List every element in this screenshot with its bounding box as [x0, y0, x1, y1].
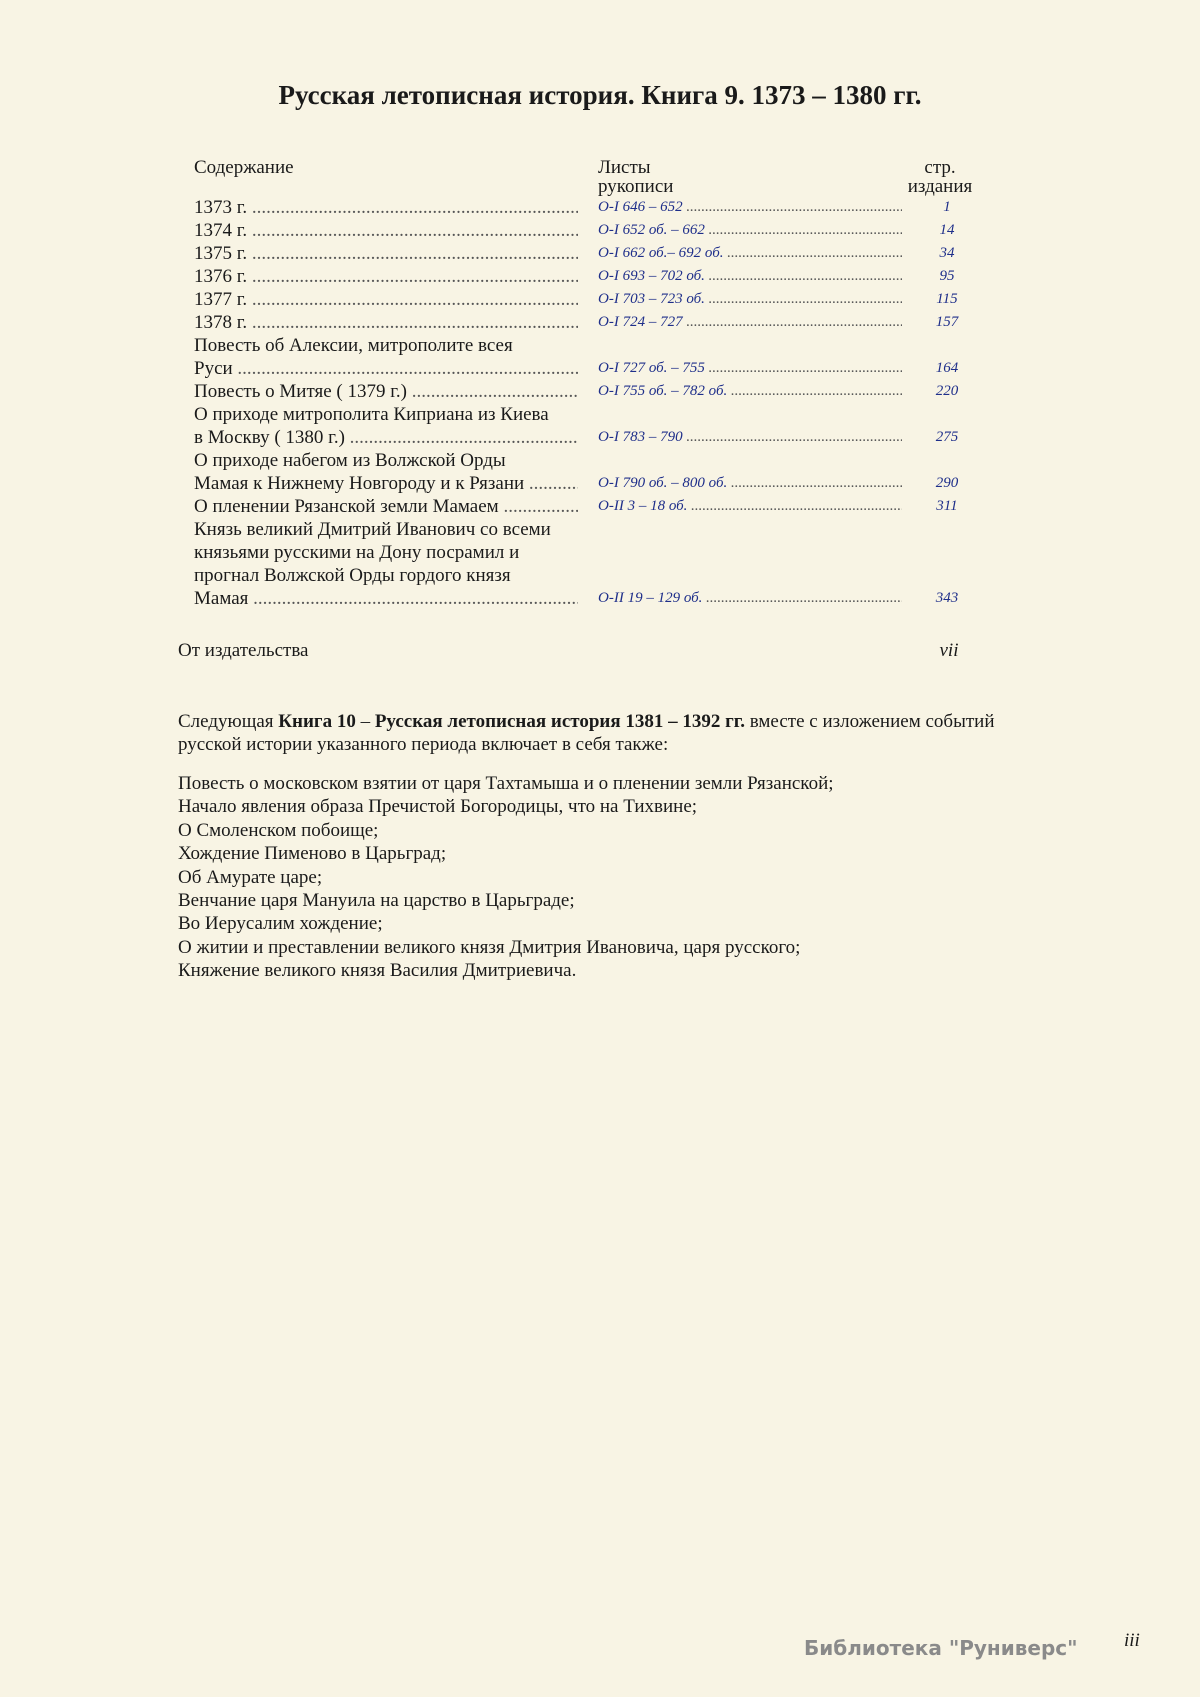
toc-row [194, 288, 984, 311]
header-sheets-line: рукописи [598, 176, 674, 197]
toc-title [194, 242, 578, 265]
works-list-item: Начало явления образа Пречистой Богородицы, что на Тихвине; [178, 796, 698, 818]
toc-sheets: О-I 652 об. – 662 ..... [598, 219, 902, 242]
toc-title-line: князьями русскими на Дону посрамил и [194, 542, 520, 563]
header-sheets [598, 158, 673, 196]
toc-page: 14 [939, 222, 955, 238]
toc-sheets: О-I 646 – 652 ..... [598, 196, 902, 219]
toc-title [194, 288, 578, 311]
works-list-item: Хождение Пименово в Царьград; [178, 843, 447, 865]
toc-sheets: О-I 693 – 702 об. ..... [598, 265, 902, 288]
toc-row [194, 242, 984, 265]
toc-page: 275 [935, 429, 959, 445]
toc-page: 343 [935, 590, 959, 606]
works-list [178, 772, 998, 983]
toc-title-line: О пленении Рязанской земли Мамаем ..... [194, 495, 578, 518]
toc-page: 1 [943, 199, 951, 215]
toc-title [194, 265, 578, 288]
works-list-item: Об Амурате царе; [178, 866, 323, 888]
toc-title-line: прогнал Волжской Орды гордого князя [194, 565, 511, 586]
toc-title-line: 1373 г. ..... [194, 196, 578, 219]
toc-row [194, 403, 984, 449]
header-page-line: стр. [924, 157, 956, 178]
toc-row [194, 495, 984, 518]
toc-title-line: 1378 г. ..... [194, 311, 578, 334]
toc-sheets: О-I 724 – 727 ..... [598, 311, 902, 334]
works-list-item: О житии и преставлении великого князя Дмитрия Ивановича, царя русского; [178, 936, 801, 958]
toc-sheets: О-II 19 – 129 об. ..... [598, 587, 902, 610]
toc-title-line: 1374 г. ..... [194, 219, 578, 242]
toc-title-line: в Москву ( 1380 г.) ..... [194, 426, 578, 449]
toc-row [194, 265, 984, 288]
toc-sheets: О-I 662 об.– 692 об. ..... [598, 242, 902, 265]
page-number: iii [1124, 1630, 1140, 1651]
toc-sheets: О-I 790 об. – 800 об. ..... [598, 472, 902, 495]
header-sheets-line: Листы [598, 157, 651, 178]
toc-row [194, 196, 984, 219]
toc-page: 220 [935, 383, 959, 399]
next-book-prefix: Следующая [178, 711, 279, 732]
next-book-number: Книга 10 [278, 711, 356, 732]
toc-row [194, 219, 984, 242]
toc-sheets: О-I 703 – 723 об. ..... [598, 288, 902, 311]
toc-sheets: О-II 3 – 18 об. ..... [598, 495, 902, 518]
page-title: Русская летописная история. Книга 9. 1373 – 1380 гг. [278, 80, 922, 110]
next-book-suffix: вместе с изложением событий русской истории указанного периода включает в себя также: [178, 711, 995, 755]
toc-title [194, 311, 578, 334]
toc-title [194, 495, 578, 518]
toc-title-line: 1377 г. ..... [194, 288, 578, 311]
toc-sheets: О-I 755 об. – 782 об. ..... [598, 380, 902, 403]
works-list-item: Венчание царя Мануила на царство в Царьграде; [178, 890, 575, 912]
toc-title-line: 1375 г. ..... [194, 242, 578, 265]
toc-title [194, 196, 578, 219]
library-watermark: Библиотека "Руниверс" [804, 1636, 1078, 1660]
header-contents: Содержание [194, 157, 294, 178]
toc-row [194, 518, 984, 610]
next-book-dash: – [355, 711, 375, 732]
toc-title-line: Повесть о Митяе ( 1379 г.) ..... [194, 380, 578, 403]
toc-page: 95 [939, 268, 955, 284]
toc-title-line: О приходе набегом из Волжской Орды [194, 450, 506, 471]
toc-title-line: 1376 г. ..... [194, 265, 578, 288]
toc-title-line: Повесть об Алексии, митрополите всея [194, 335, 513, 356]
toc-sheets: О-I 783 – 790 ..... [598, 426, 902, 449]
toc-title [194, 449, 578, 495]
toc-title-line: Руси ..... [194, 357, 578, 380]
toc-row [194, 380, 984, 403]
toc-title-line: Мамая к Нижнему Новгороду и к Рязани ..... [194, 472, 578, 495]
toc-title-line: Мамая ..... [194, 587, 578, 610]
toc-page: 311 [936, 498, 958, 514]
publisher-note-label: От издательства [178, 640, 309, 661]
toc-title-line: Князь великий Дмитрий Иванович со всеми [194, 519, 551, 540]
toc-page: 34 [939, 245, 955, 261]
toc-title-line: О приходе митрополита Киприана из Киева [194, 404, 549, 425]
works-list-item: О Смоленском побоище; [178, 819, 379, 841]
works-list-item: Повесть о московском взятии от царя Тахтамыша и о пленении земли Рязанской; [178, 773, 834, 794]
toc-title [194, 518, 578, 610]
works-list-item: Во Иерусалим хождение; [178, 913, 383, 935]
toc-row [194, 449, 984, 495]
publisher-note-page: vii [939, 640, 959, 661]
next-book-paragraph [178, 710, 998, 756]
next-book-name: Русская летописная история 1381 – 1392 гг. [374, 711, 746, 732]
toc-row [194, 311, 984, 334]
toc-page: 164 [935, 360, 959, 376]
header-page [900, 158, 980, 196]
toc-title [194, 380, 578, 403]
works-list-item: Княжение великого князя Василия Дмитриевича. [178, 960, 577, 982]
toc-page: 290 [935, 475, 959, 491]
toc-title [194, 403, 578, 449]
toc-title [194, 334, 578, 380]
header-page-line: издания [907, 176, 973, 197]
table-of-contents [194, 196, 984, 610]
toc-sheets: О-I 727 об. – 755 ..... [598, 357, 902, 380]
toc-page: 115 [936, 291, 958, 307]
toc-page: 157 [935, 314, 959, 330]
toc-row [194, 334, 984, 380]
toc-title [194, 219, 578, 242]
